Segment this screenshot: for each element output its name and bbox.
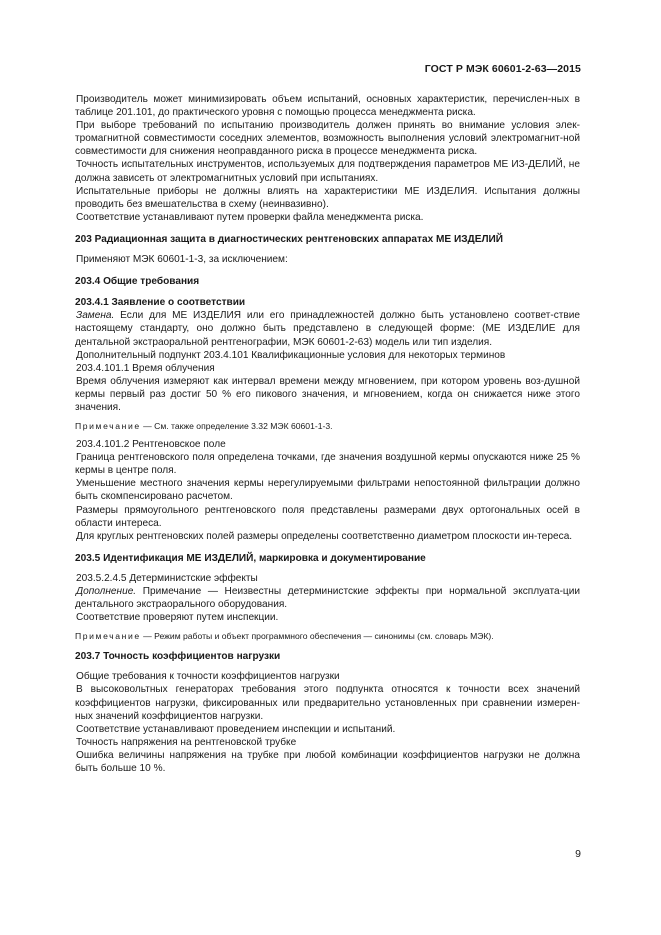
paragraph: Производитель может минимизировать объем испытаний, основных характеристик, перечислен-ных в таблице 201.101, до практического уровня с помощью процесса менеджмента риска. (75, 94, 580, 119)
paragraph: Время облучения измеряют как интервал времени между мгновением, при котором уровень воз-душной кермы первый раз достиг 50 % его пикового значения, и мгновением, когда он снижается ниже этого значения. (75, 375, 580, 413)
paragraph: Применяют МЭК 60601-1-3, за исключением: (76, 254, 288, 266)
running-header: ГОСТ Р МЭК 60601-2-63—2015 (424, 63, 581, 75)
paragraph: Уменьшение местного значения кермы нерегулируемыми фильтрами непостоянной фильтрации должно быть скомпенсировано расчетом. (75, 478, 580, 503)
addition-label: Дополнение. (76, 586, 137, 597)
term-title: 203.5.2.4.5 Детерминистские эффекты (76, 572, 258, 584)
section-heading-203-5: 203.5 Идентификация МЕ ИЗДЕЛИЙ, маркировка и документирование (75, 552, 426, 564)
paragraph: Для круглых рентгеновских полей размеры определены соответственно диаметром плоскости ин-тереса. (76, 530, 573, 542)
paragraph: Точность напряжения на рентгеновской трубке (76, 736, 297, 748)
paragraph: Замена. Если для МЕ ИЗДЕЛИЯ или его принадлежностей должно быть установлено соответ-ствие настоящему стандарту, оно должно быть представлено в следующей форме: (МЕ ИЗДЕЛИЕ для дентальной экстраоральной рентгенографии, МЭК 60601-2-63) модель или тип изделия. (75, 310, 580, 348)
page-body (75, 93, 580, 775)
section-heading-203-4: 203.4 Общие требования (75, 276, 200, 288)
paragraph: Испытательные приборы не должны влиять на характеристики МЕ ИЗДЕЛИЯ. Испытания должны проводить без вмешательства в схему (неинвазивно). (75, 185, 580, 210)
paragraph: Соответствие проверяют путем инспекции. (76, 612, 279, 624)
paragraph: Граница рентгеновского поля определена точками, где значения воздушной кермы опускаются ниже 25 % кермы в центре поля. (75, 452, 580, 477)
paragraph: В высоковольтных генераторах требования этого подпункта относятся к точности всех значений коэффициентов нагрузки, фиксированных или предварительно установленных при сравнении измерен-ных значений коэффициентов нагрузки. (75, 684, 580, 722)
subsection-heading-203-4-1: 203.4.1 Заявление о соответствии (75, 297, 246, 309)
paragraph: Ошибка величины напряжения на трубке при любой комбинации коэффициентов нагрузки не должна быть больше 10 %. (75, 749, 580, 775)
term-title: 203.4.101.1 Время облучения (76, 362, 215, 374)
paragraph: Дополнительный подпункт 203.4.101 Квалификационные условия для некоторых терминов (76, 349, 506, 361)
section-heading-203: 203 Радиационная защита в диагностических рентгеновских аппаратах МЕ ИЗДЕЛИЙ (75, 233, 504, 245)
paragraph: При выборе требований по испытанию производитель должен принять во внимание условия элек-тромагнитной совместимости соседних элементов, возможность выполнения условий электромагнит-ной совместимости для снижения неоправданного риска в процессе менеджмента риска. (75, 120, 580, 158)
paragraph: Общие требования к точности коэффициентов нагрузки (76, 671, 340, 683)
paragraph: Соответствие устанавливают путем проверки файла менеджмента риска. (76, 211, 424, 223)
replace-label: Замена. (76, 310, 115, 322)
paragraph: Точность испытательных инструментов, используемых для подтверждения параметров МЕ ИЗ-ДЕЛИЙ, не должна зависеть от электромагнитных условий при испытаниях. (75, 159, 580, 184)
note: Примечание — Режим работы и объект программного обеспечения — синонимы (см. словарь МЭК). (75, 631, 494, 642)
page-number: 9 (575, 848, 581, 860)
section-heading-203-7: 203.7 Точность коэффициентов нагрузки (75, 651, 281, 663)
paragraph: Дополнение. Примечание — Неизвестны детерминистские эффекты при нормальной эксплуата-ции дентального экстраорального оборудования. (75, 586, 580, 611)
paragraph: Размеры прямоугольного рентгеновского поля представлены размерами двух ортогональных осей в области интереса. (75, 504, 580, 529)
note: Примечание — См. также определение 3.32 МЭК 60601-1-3. (75, 421, 333, 432)
paragraph: Соответствие устанавливают проведением инспекции и испытаний. (76, 723, 396, 735)
term-title: 203.4.101.2 Рентгеновское поле (76, 439, 226, 451)
